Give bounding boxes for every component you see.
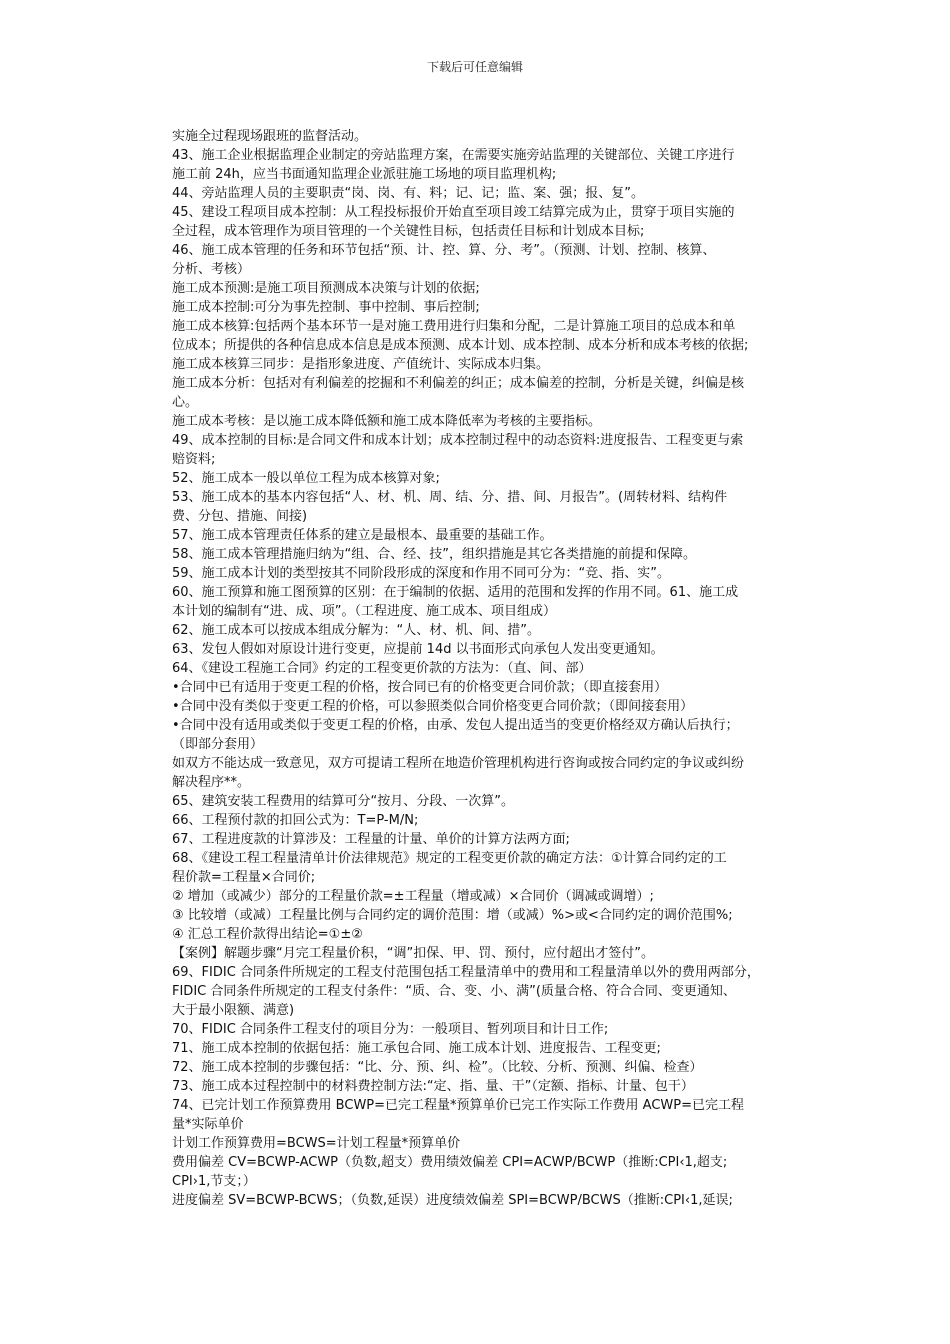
text-line: 45、建设工程项目成本控制：从工程投标报价开始直至项目竣工结算完成为止，贯穿于项目实施的 (172, 205, 735, 220)
page-header: 下载后可任意编辑 (426, 60, 523, 74)
text-line: 69、FIDIC 合同条件所规定的工程支付范围包括工程量清单中的费用和工程量清单以外的费用两部分， (172, 965, 760, 980)
text-line: 64、《建设工程施工合同》约定的工程变更价款的方法为：（直、间、部） (172, 661, 592, 676)
text-line: 【案例】解题步骤“月完工程量价积，“调”扣保、甲、罚、预付，应付超出才签付”。 (172, 946, 654, 961)
text-line: 52、施工成本一般以单位工程为成本核算对象; (172, 471, 440, 486)
text-line: 费、分包、措施、间接) (172, 509, 308, 524)
text-line: CPI›1,节支；） (172, 1174, 256, 1189)
text-line: ③ 比较增（或减）工程量比例与合同约定的调价范围：增（或减）%>或<合同约定的调价范围%; (172, 908, 733, 923)
text-line: 71、施工成本控制的依据包括：施工承包合同、施工成本计划、进度报告、工程变更; (172, 1041, 661, 1056)
text-line: 63、发包人假如对原设计进行变更，应提前 14d 以书面形式向承包人发出变更通知。 (172, 642, 664, 657)
text-line: 施工成本分析：包括对有利偏差的挖掘和不利偏差的纠正；成本偏差的控制，分析是关键，纠偏是核 (172, 376, 745, 391)
text-line: 44、旁站监理人员的主要职责“岗、岗、有、料；记、记；监、案、强；报、复”。 (172, 186, 645, 201)
text-line: 全过程，成本管理作为项目管理的一个关键性目标，包括责任目标和计划成本目标; (172, 224, 645, 239)
text-line: 位成本；所提供的各种信息成本信息是成本预测、成本计划、成本控制、成本分析和成本考核的依据; (172, 338, 749, 353)
text-line: 57、施工成本管理责任体系的建立是最根本、最重要的基础工作。 (172, 528, 553, 543)
text-line: 赔资料; (172, 452, 216, 467)
text-line: 费用偏差 CV=BCWP-ACWP（负数,超支）费用绩效偏差 CPI=ACWP/BCWP（推断:CPI‹1,超支; (172, 1155, 728, 1170)
text-line: 大于最小限额、满意) (172, 1003, 295, 1018)
text-line: 58、施工成本管理措施归纳为“组、合、经、技”，组织措施是其它各类措施的前提和保障。 (172, 547, 697, 562)
text-line: （即部分套用） (172, 737, 264, 752)
text-line: 73、施工成本过程控制中的材料费控制方法:“定、指、量、干”（定额、指标、计量、包干） (172, 1079, 694, 1094)
text-line: 72、施工成本控制的步骤包括：“比、分、预、纠、检”。（比较、分析、预测、纠偏、检查） (172, 1060, 703, 1075)
text-line: 49、成本控制的目标:是合同文件和成本计划；成本控制过程中的动态资料:进度报告、工程变更与索 (172, 433, 744, 448)
text-line: 施工前 24h，应当书面通知监理企业派驻施工场地的项目监理机构; (172, 167, 557, 182)
text-line: FIDIC 合同条件所规定的工程支付条件：“质、合、变、小、满”(质量合格、符合合同、变更通知、 (172, 984, 736, 999)
text-line: ② 增加（或减少）部分的工程量价款=±工程量（增或减）×合同价（调减或调增）; (172, 889, 654, 904)
text-line: 74、已完计划工作预算费用 BCWP=已完工程量*预算单价已完工作实际工作费用 ACWP=已完工程 (172, 1098, 744, 1113)
text-line: 67、工程进度款的计算涉及：工程量的计量、单价的计算方法两方面; (172, 832, 570, 847)
text-line: 分析、考核） (172, 262, 251, 277)
text-line: 施工成本控制:可分为事先控制、事中控制、事后控制; (172, 300, 480, 315)
text-line: 实施全过程现场跟班的监督活动。 (172, 129, 368, 144)
text-line: 施工成本预测:是施工项目预测成本决策与计划的依据; (172, 281, 480, 296)
text-line: 70、FIDIC 合同条件工程支付的项目分为：一般项目、暂列项目和计日工作; (172, 1022, 609, 1037)
text-line: 施工成本核算三同步：是指形象进度、产值统计、实际成本归集。 (172, 357, 550, 372)
text-line: 计划工作预算费用=BCWS=计划工程量*预算单价 (172, 1136, 461, 1151)
text-line: 66、工程预付款的扣回公式为：T=P-M/N; (172, 813, 419, 828)
text-line: 心。 (172, 395, 199, 410)
text-line: 65、建筑安装工程费用的结算可分“按月、分段、一次算”。 (172, 794, 515, 809)
text-line: 施工成本考核：是以施工成本降低额和施工成本降低率为考核的主要指标。 (172, 414, 602, 429)
text-line: 施工成本核算:包括两个基本环节一是对施工费用进行归集和分配，二是计算施工项目的总成本和单 (172, 319, 736, 334)
text-line: 量*实际单价 (172, 1117, 244, 1132)
text-line: 68、《建设工程工程量清单计价法律规范》规定的工程变更价款的确定方法：①计算合同约定的工 (172, 851, 727, 866)
text-line: 本计划的编制有“进、成、项”。（工程进度、施工成本、项目组成） (172, 604, 556, 619)
text-line: ④ 汇总工程价款得出结论=①±② (172, 927, 363, 942)
text-line: 如双方不能达成一致意见，双方可提请工程所在地造价管理机构进行咨询或按合同约定的争议或纠纷 (172, 756, 745, 771)
document-body (172, 127, 822, 1210)
text-line: 53、施工成本的基本内容包括“人、材、机、周、结、分、措、间、月报告”。(周转材料、结构件 (172, 490, 728, 505)
text-line: 59、施工成本计划的类型按其不同阶段形成的深度和作用不同可分为：“竞、指、实”。 (172, 566, 671, 581)
text-line: •合同中没有类似于变更工程的价格，可以参照类似合同价格变更合同价款；（即间接套用） (172, 699, 694, 714)
text-line: 解决程序**。 (172, 775, 251, 790)
text-line: •合同中没有适用或类似于变更工程的价格，由承、发包人提出适当的变更价格经双方确认后执行； (172, 718, 739, 733)
text-line: 43、施工企业根据监理企业制定的旁站监理方案，在需要实施旁站监理的关键部位、关键工序进行 (172, 148, 735, 163)
text-line: 62、施工成本可以按成本组成分解为：“人、材、机、间、措”。 (172, 623, 541, 638)
text-line: 进度偏差 SV=BCWP-BCWS；（负数,延误）进度绩效偏差 SPI=BCWP/BCWS（推断:CPI‹1,延误; (172, 1193, 733, 1208)
text-line: •合同中已有适用于变更工程的价格，按合同已有的价格变更合同价款；（即直接套用） (172, 680, 668, 695)
text-line: 程价款=工程量×合同价; (172, 870, 316, 885)
text-line: 46、施工成本管理的任务和环节包括“预、计、控、算、分、考”。（预测、计划、控制、核算、 (172, 243, 716, 258)
text-line: 60、施工预算和施工图预算的区别：在于编制的依据、适用的范围和发挥的作用不同。61、施工成 (172, 585, 739, 600)
